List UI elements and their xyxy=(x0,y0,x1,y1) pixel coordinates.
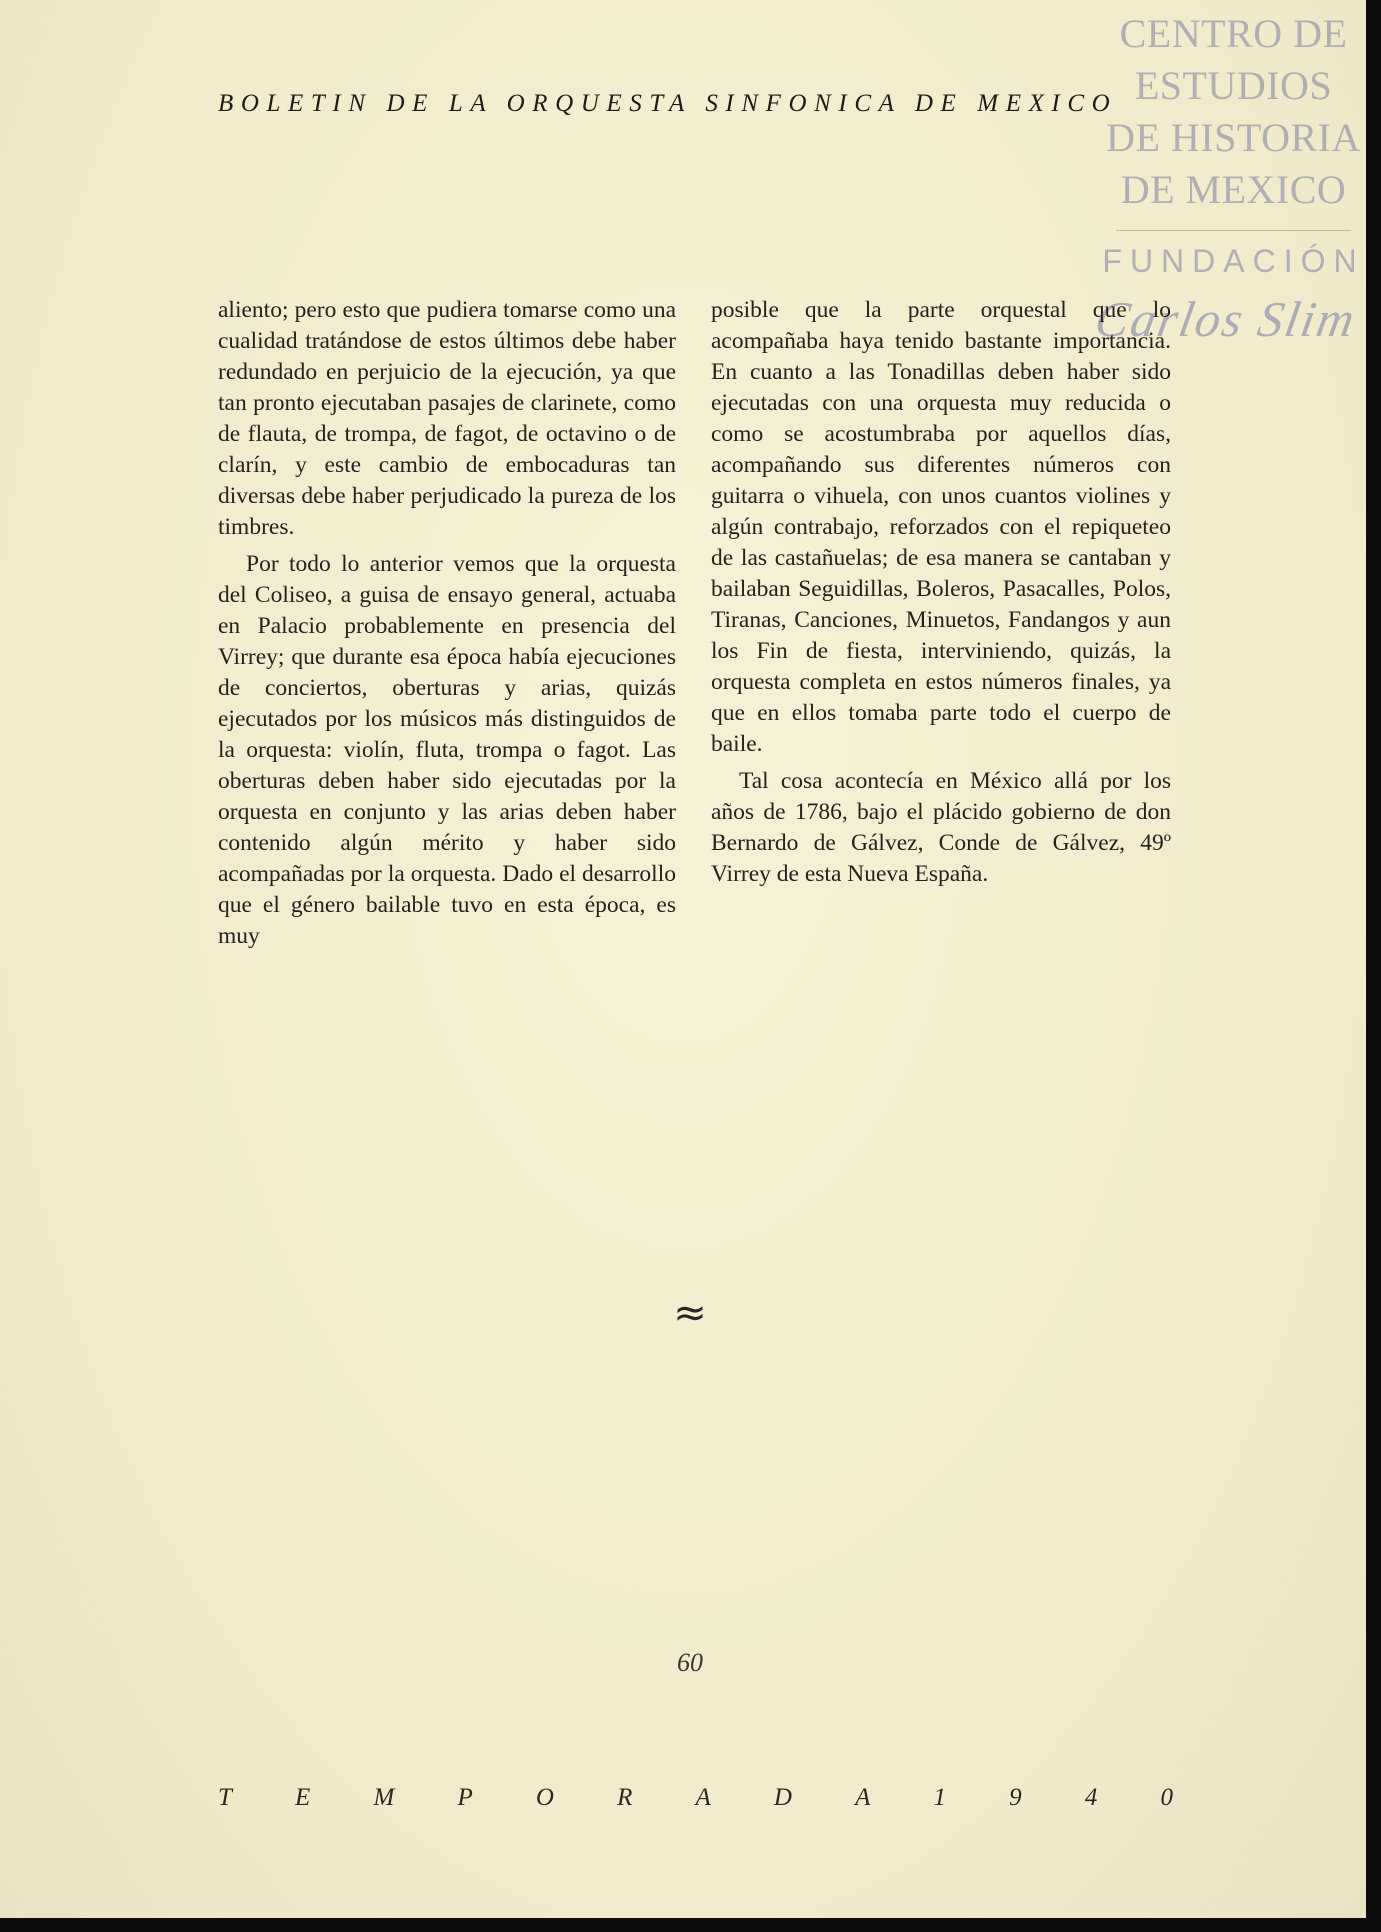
footer-season xyxy=(218,1784,1173,1812)
left-paragraph-2: Por todo lo anterior vemos que la orquesta del Coliseo, a guisa de ensayo general, actuaba en Palacio probablemente en presencia del Virrey; que durante esa época había ejecuciones de conciertos, oberturas y arias, quizás ejecutados por los músicos más distinguidos de la orquesta: violín, fluta, trompa o fagot. Las oberturas deben haber sido ejecutadas por la orquesta en conjunto y las arias deben haber contenido algún mérito y haber sido acompañadas por la orquesta. Dado el desarrollo que el género bailable tuvo en esta época, es muy xyxy=(218,551,676,949)
footer-letter: 0 xyxy=(1160,1784,1173,1811)
footer-letter: 9 xyxy=(1009,1784,1022,1811)
footer-letter: E xyxy=(295,1784,311,1811)
right-paragraph-2: Tal cosa acontecía en México allá por los años de 1786, bajo el plácido gobierno de don Bernardo de Gálvez, Conde de Gálvez, 49º Virrey de esta Nueva España. xyxy=(711,768,1171,887)
section-ornament: ≈ xyxy=(673,1290,707,1336)
watermark-foundation: FUNDACIÓN xyxy=(1102,243,1365,279)
footer-letter: M xyxy=(373,1784,395,1811)
footer-letter: 4 xyxy=(1084,1784,1098,1811)
watermark-divider xyxy=(1116,230,1351,231)
footer-letter: P xyxy=(457,1784,473,1811)
running-header: BOLETIN DE LA ORQUESTA SINFONICA DE MEXICO xyxy=(218,90,1118,117)
footer-letter: D xyxy=(773,1784,792,1811)
watermark-line-4: DE MEXICO xyxy=(1120,167,1347,212)
page-number: 60 xyxy=(677,1648,703,1677)
watermark-line-1: CENTRO DE xyxy=(1119,11,1348,56)
right-column xyxy=(711,295,1171,890)
footer-letter: O xyxy=(535,1784,554,1811)
watermark xyxy=(1101,0,1366,281)
footer-letter: T xyxy=(218,1784,232,1811)
watermark-signature: Carlos Slim xyxy=(1091,291,1361,347)
footer-letter: 1 xyxy=(933,1784,947,1811)
right-paragraph-1: posible que la parte orquestal que lo acompañaba haya tenido bastante importancia. En cuanto a las Tonadillas deben haber sido ejecutadas con una orquesta muy reducida o como se acostumbraba por aquellos días, acompañando sus diferentes números con guitarra o vihuela, con unos cuantos violines y algún contrabajo, reforzados con el repiqueteo de las castañuelas; de esa manera se cantaban y bailaban Seguidillas, Boleros, Pasacalles, Polos, Tiranas, Canciones, Minuetos, Fandangos y aun los Fin de fiesta, interviniendo, quizás, la orquesta completa en estos números finales, ya que en ellos tomaba parte todo el cuerpo de baile. xyxy=(711,297,1171,757)
watermark-line-3: DE HISTORIA xyxy=(1106,115,1361,160)
footer-letter: A xyxy=(855,1784,871,1811)
footer-letter: R xyxy=(617,1784,633,1811)
footer-letter: A xyxy=(695,1784,711,1811)
left-paragraph-1: aliento; pero esto que pudiera tomarse como una cualidad tratándose de estos últimos debe haber redundado en perjuicio de la ejecución, ya que tan pronto ejecutaban pasajes de clarinete, como de flauta, de trompa, de fagot, de octavino o de clarín, y este cambio de embocaduras tan diversas debe haber perjudicado la pureza de los timbres. xyxy=(218,297,676,540)
left-column xyxy=(218,295,676,952)
watermark-line-2: ESTUDIOS xyxy=(1134,63,1333,108)
